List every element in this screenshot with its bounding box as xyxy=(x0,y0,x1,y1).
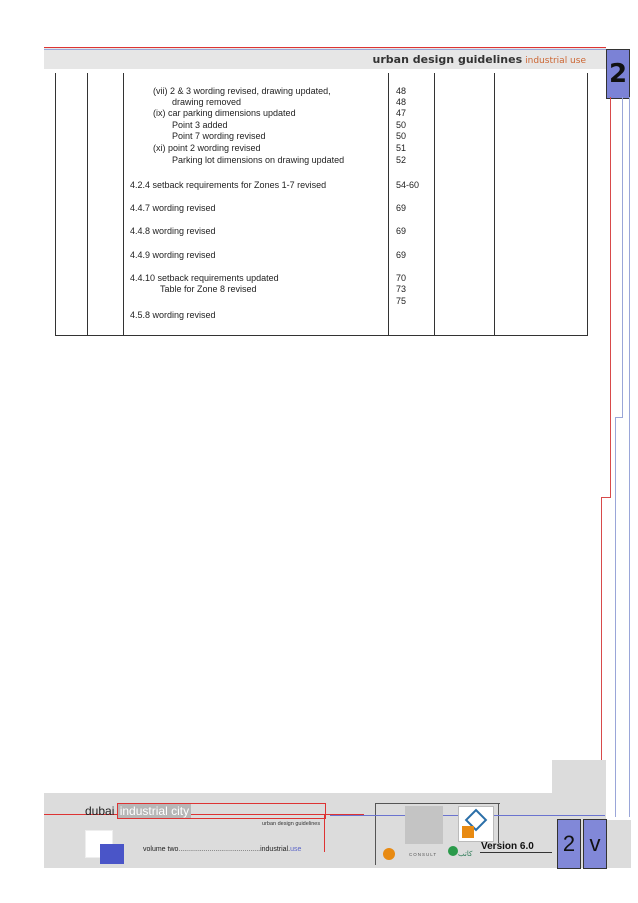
table-row-text: 4.4.9 wording revised xyxy=(130,250,216,260)
footer-volume-industrial: industrial. xyxy=(260,846,291,853)
table-col-divider-5 xyxy=(494,73,495,336)
table-row-text: 4.4.8 wording revised xyxy=(130,226,216,236)
header-rule-blue xyxy=(44,49,606,50)
side-line-red xyxy=(610,97,611,497)
footer-line-h1 xyxy=(375,803,500,804)
table-row-page: 52 xyxy=(396,155,407,165)
footer-brand-dubai: dubai xyxy=(85,804,115,818)
footer-volume-use: use xyxy=(290,846,302,853)
footer-grey-block-right xyxy=(606,820,631,868)
page-box-page: v xyxy=(583,819,607,869)
version-underline xyxy=(480,852,552,853)
table-row-text: (xi) point 2 wording revised xyxy=(153,143,261,153)
header-subtitle: industrial use xyxy=(525,56,586,66)
table-row-page: 69 xyxy=(396,226,407,236)
table-col-divider-2 xyxy=(123,73,124,336)
table-row-page: 73 xyxy=(396,284,407,294)
side-line-blue-inner xyxy=(622,97,623,417)
table-row-text: (ix) car parking dimensions updated xyxy=(153,108,296,118)
table-row-page: 69 xyxy=(396,203,407,213)
table-row-text: 4.4.10 setback requirements updated xyxy=(130,273,279,283)
table-row-text: Point 3 added xyxy=(172,120,228,130)
table-row-page: 50 xyxy=(396,120,407,130)
table-col-divider-1 xyxy=(87,73,88,336)
table-row-page: 50 xyxy=(396,131,407,141)
table-row-page: 70 xyxy=(396,273,407,283)
footer-blue-square xyxy=(100,844,124,864)
version-label: Version 6.0 xyxy=(481,841,534,852)
footer-line-v1 xyxy=(375,803,376,865)
footer-grey-square xyxy=(405,806,443,844)
table-row-page: 48 xyxy=(396,86,407,96)
green-logo-icon xyxy=(448,846,458,856)
table-row-text: 4.2.4 setback requirements for Zones 1-7 revised xyxy=(130,180,327,190)
table-row-text: Point 7 wording revised xyxy=(172,131,266,141)
footer-brand xyxy=(85,804,191,818)
table-row-page: 47 xyxy=(396,108,407,118)
arabic-logo-text: كاتب xyxy=(458,850,473,858)
table-row-text: (vii) 2 & 3 wording revised, drawing updated, xyxy=(153,86,331,96)
table-col-divider-3 xyxy=(388,73,389,336)
header-rule-red xyxy=(44,47,606,48)
footer-line-red-v xyxy=(324,814,325,852)
table-row-page: 48 xyxy=(396,97,407,107)
header-title xyxy=(373,53,586,66)
footer-guidelines: urban design guidelines xyxy=(262,821,321,827)
page-box-chapter: 2 xyxy=(557,819,581,869)
table-col-divider-4 xyxy=(434,73,435,336)
chapter-number-tab: 2 xyxy=(606,49,630,99)
table-row-page: 51 xyxy=(396,143,407,153)
side-line-red-step xyxy=(601,497,611,498)
side-line-blue-lower xyxy=(615,417,616,817)
orange-logo-icon xyxy=(462,826,474,838)
header-title-text: urban design guidelines xyxy=(372,53,523,66)
consult-logo-text: CONSULT xyxy=(409,852,438,857)
side-line-blue-step xyxy=(615,417,623,418)
footer-volume-dots: .......................................... xyxy=(178,846,261,853)
table-row-page: 69 xyxy=(396,250,407,260)
footer-volume xyxy=(143,846,301,853)
footer-line-v2 xyxy=(498,803,499,843)
table-row-page: 75 xyxy=(396,296,407,306)
circle-logo-icon xyxy=(383,848,395,860)
footer-volume-label: volume two xyxy=(143,846,179,853)
table-row-page: 54-60 xyxy=(396,180,420,190)
footer-brand-industrial-city: industrial city xyxy=(119,804,190,818)
table-row-text: 4.5.8 wording revised xyxy=(130,310,216,320)
table-row-text: Parking lot dimensions on drawing updated xyxy=(172,155,345,165)
table-row-text: 4.4.7 wording revised xyxy=(130,203,216,213)
table-row-text: drawing removed xyxy=(172,97,242,107)
table-row-text: Table for Zone 8 revised xyxy=(160,284,257,294)
side-line-blue-outer xyxy=(629,97,630,817)
